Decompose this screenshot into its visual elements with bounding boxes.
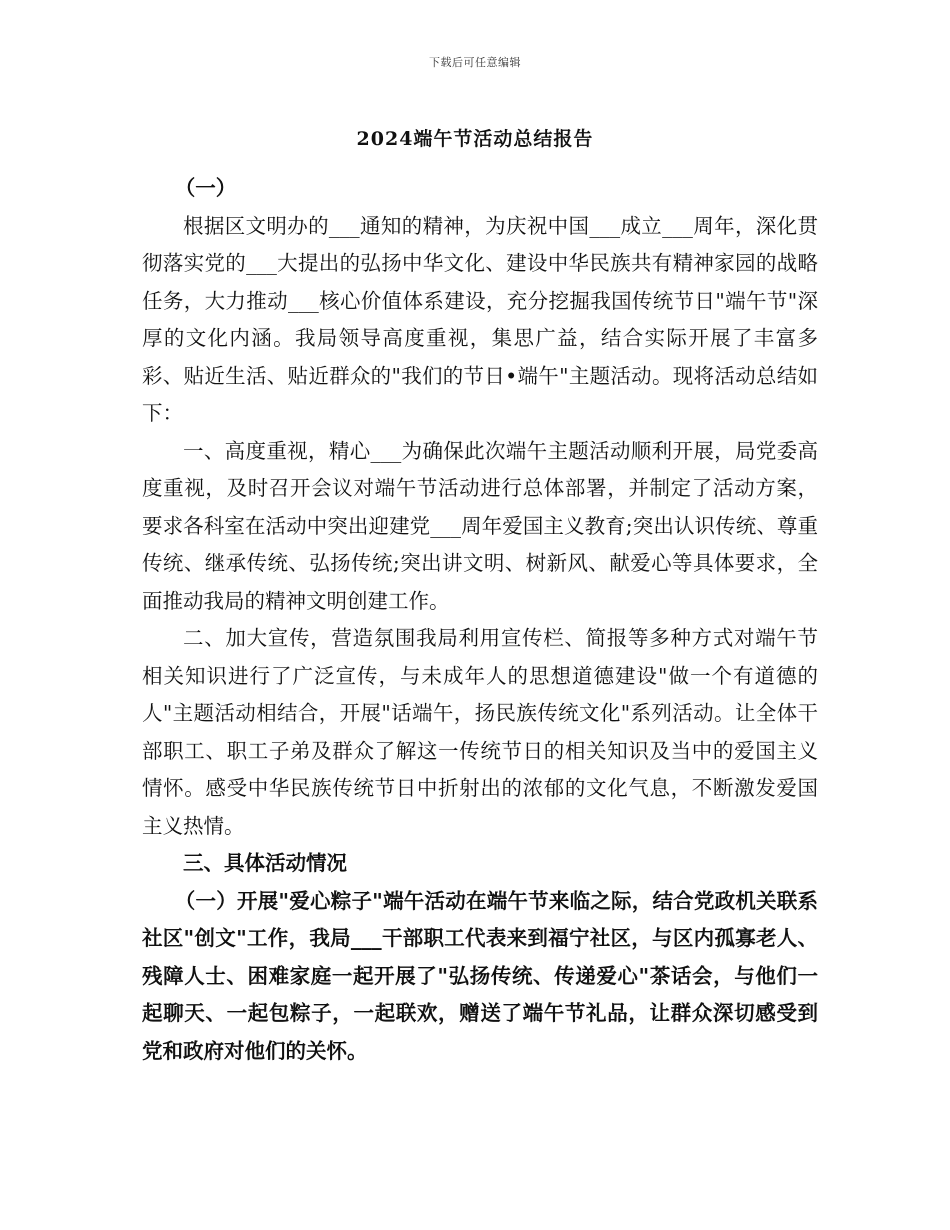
section-label: （一） [174, 176, 237, 200]
document-title: 2024端午节活动总结报告 [356, 128, 594, 150]
header-note: 下载后可任意编辑 [429, 56, 521, 69]
section-one-paragraph: 一、高度重视，精心___为确保此次端午主题活动顺利开展，局党委高度重视，及时召开会议对端午节活动进行总体部署，并制定了活动方案，要求各科室在活动中突出迎建党___周年爱国主义教育;突出认识传统、尊重传统、继承传统、弘扬传统;突出讲文明、树新风、献爱心等具体要求，全面推动我局的精神文明创建工作。 [142, 438, 818, 613]
intro-paragraph: 根据区文明办的___通知的精神，为庆祝中国___成立___周年，深化贯彻落实党的___大提出的弘扬中华文化、建设中华民族共有精神家园的战略任务，大力推动___核心价值体系建设，充分挖掘我国传统节日"端午节"深厚的文化内涵。我局领导高度重视，集思广益，结合实际开展了丰富多彩、贴近生活、贴近群众的"我们的节日•端午"主题活动。现将活动总结如下： [142, 213, 818, 425]
section-three-heading: 三、具体活动情况 [183, 851, 347, 875]
section-two-paragraph: 二、加大宣传，营造氛围我局利用宣传栏、简报等多种方式对端午节相关知识进行了广泛宣传，与未成年人的思想道德建设"做一个有道德的人"主题活动相结合，开展"话端午，扬民族传统文化"系列活动。让全体干部职工、职工子弟及群众了解这一传统节日的相关知识及当中的爱国主义情怀。感受中华民族传统节日中折射出的浓郁的文化气息，不断激发爱国主义热情。 [142, 626, 818, 838]
document-body [142, 170, 818, 1070]
activity-one-paragraph: （一）开展"爱心粽子"端午活动在端午节来临之际，结合党政机关联系社区"创文"工作，我局___干部职工代表来到福宁社区，与区内孤寡老人、残障人士、困难家庭一起开展了"弘扬传统、传递爱心"茶话会，与他们一起聊天、一起包粽子，一起联欢，赠送了端午节礼品，让群众深切感受到党和政府对他们的关怀。 [142, 888, 818, 1063]
